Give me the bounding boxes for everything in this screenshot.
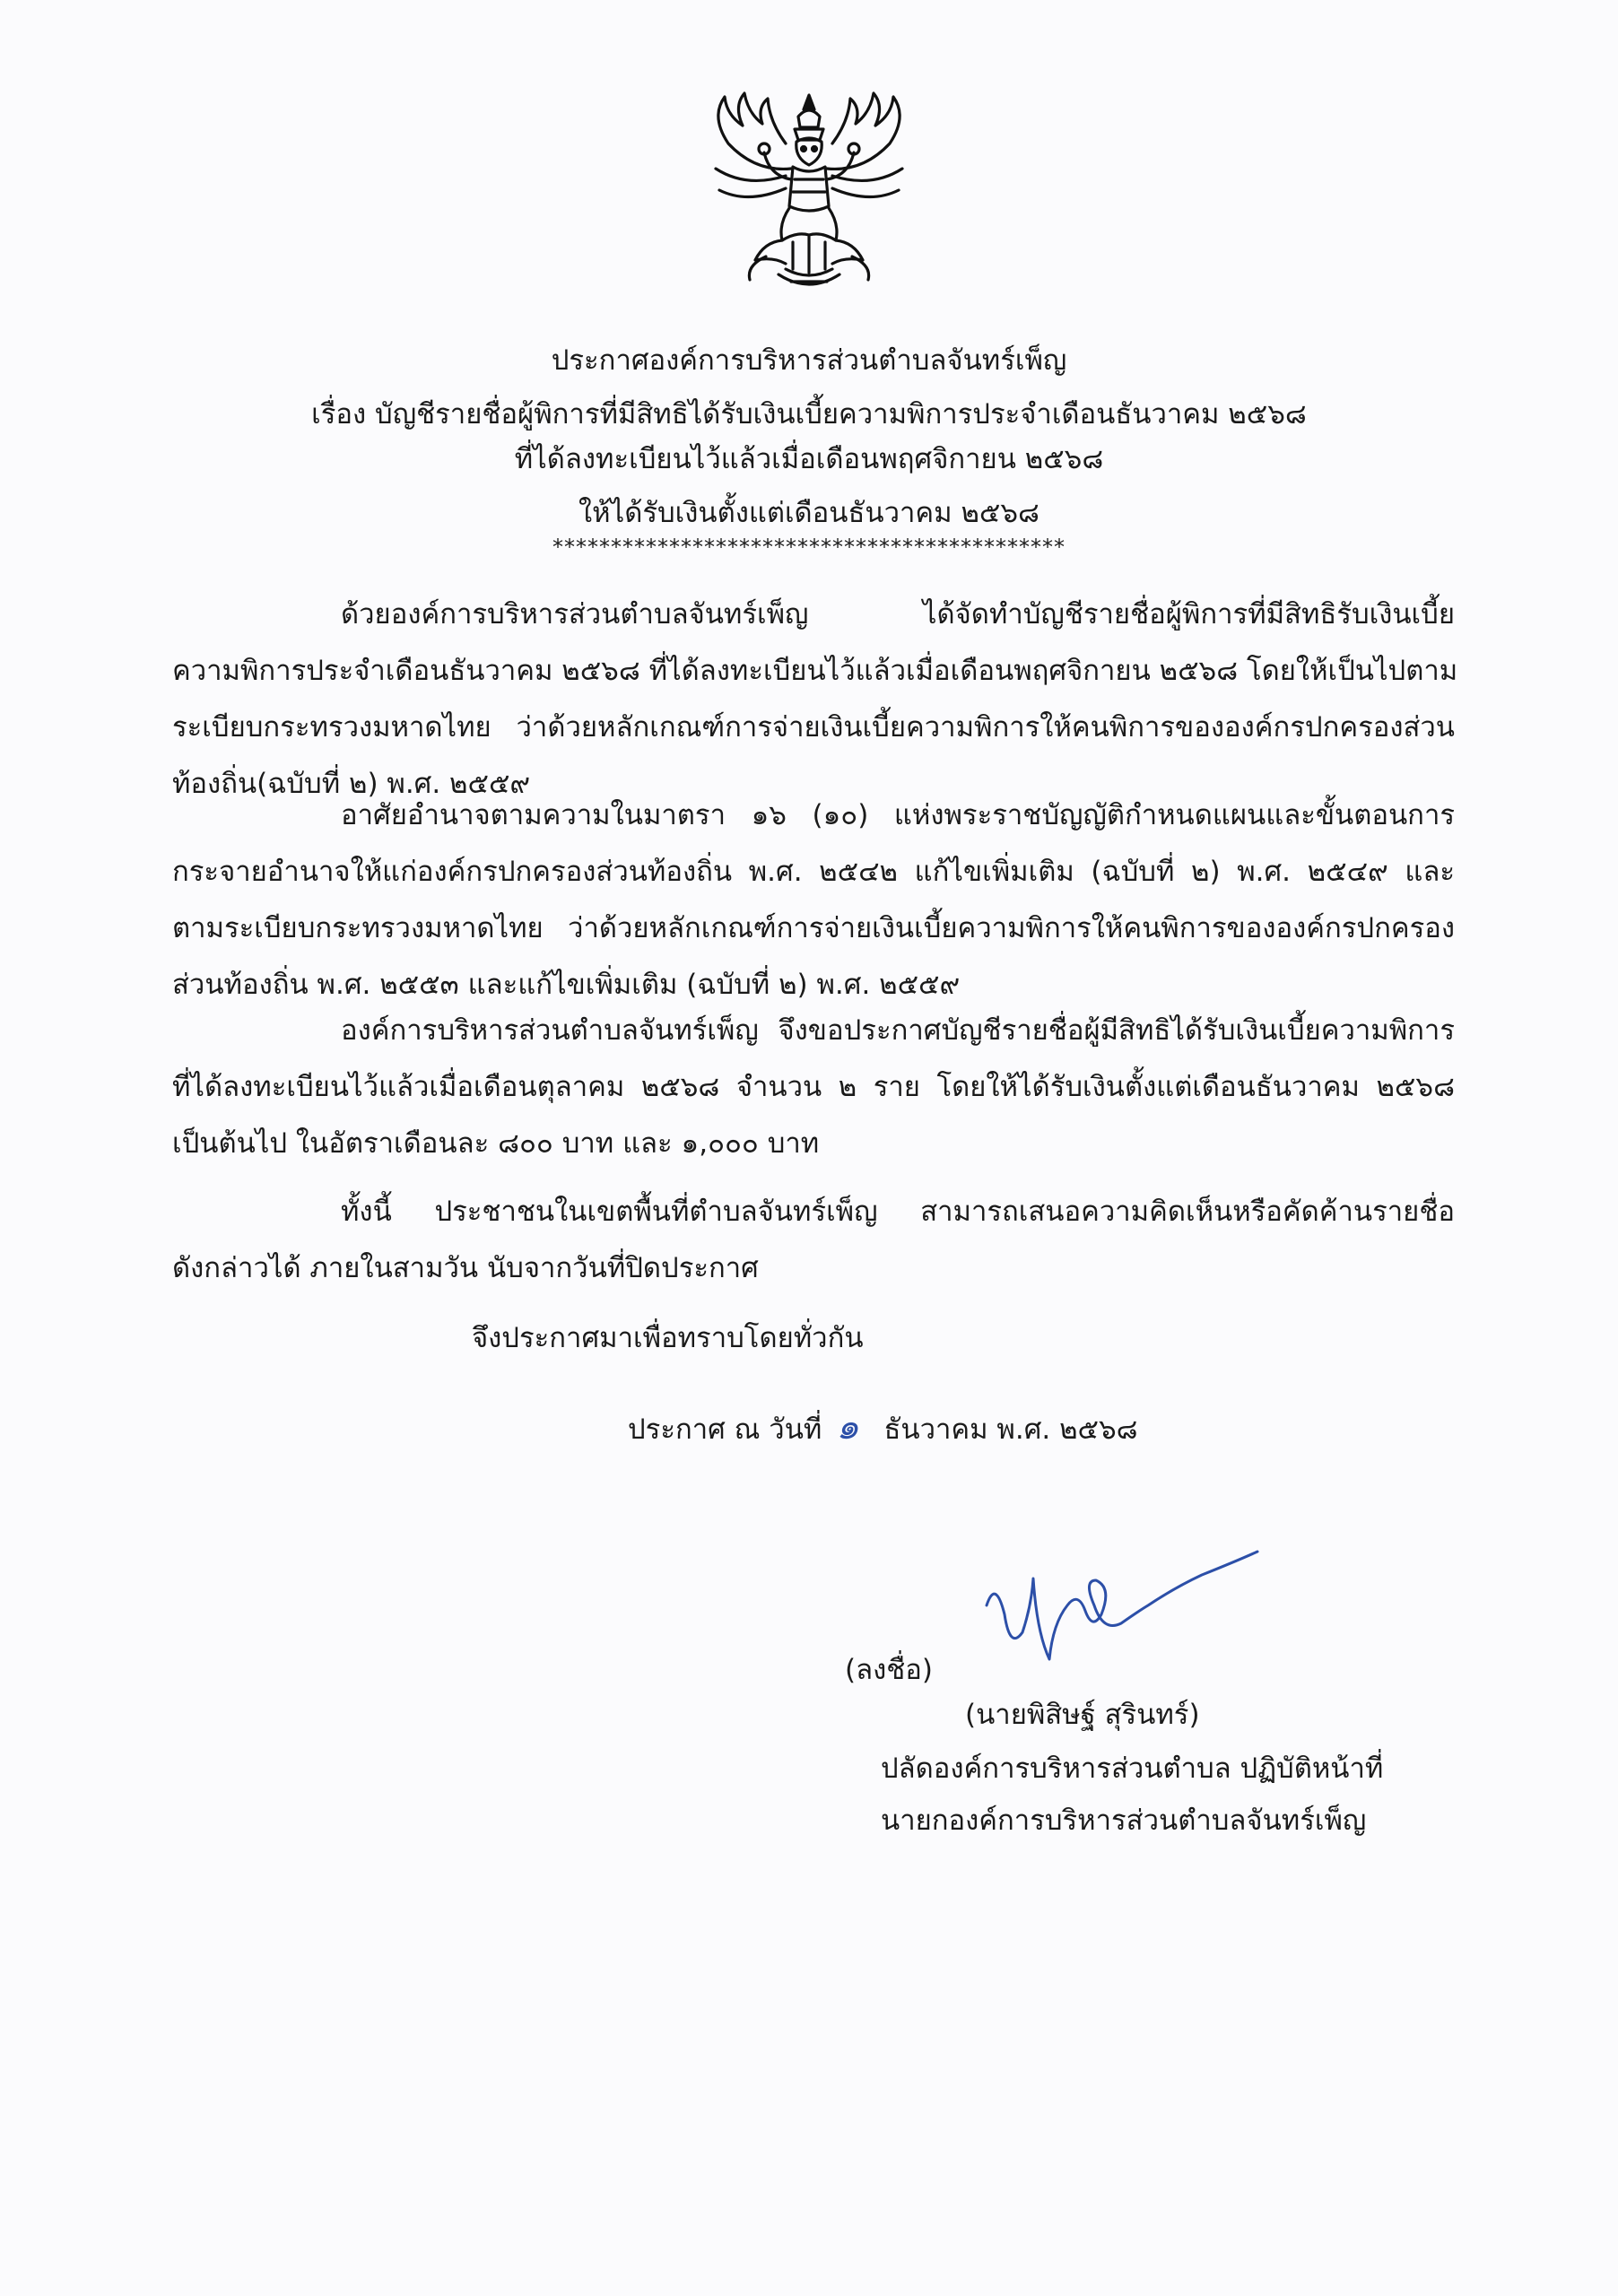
- paragraph-line: อาศัยอำนาจตามความในมาตรา ๑๖ (๑๐) แห่งพระราชบัญญัติกำหนดแผนและขั้นตอนการ: [341, 799, 1455, 831]
- paragraph-line: ที่ได้ลงทะเบียนไว้แล้วเมื่อเดือนตุลาคม ๒๕๖๘ จำนวน ๒ ราย โดยให้ได้รับเงินตั้งแต่เดือนธันวาคม ๒๕๖๘: [172, 1071, 1455, 1103]
- paragraph-1: [172, 587, 1458, 813]
- signer-position: ปลัดองค์การบริหารส่วนตำบล ปฏิบัติหน้าที่: [881, 1752, 1384, 1785]
- paragraph-line: ตามระเบียบกระทรวงมหาดไทย ว่าด้วยหลักเกณฑ์การจ่ายเงินเบี้ยความพิการให้คนพิการขององค์กรปกครอง: [172, 912, 1455, 944]
- paragraph-line: กระจายอำนาจให้แก่องค์กรปกครองส่วนท้องถิ่น พ.ศ. ๒๕๔๒ แก้ไขเพิ่มเติม (ฉบับที่ ๒) พ.ศ. ๒๕๔๙ และ: [172, 856, 1455, 888]
- subject-line: เรื่อง บัญชีรายชื่อผู้พิการที่มีสิทธิได้รับเงินเบี้ยความพิการประจำเดือนธันวาคม ๒๕๖๘: [311, 398, 1307, 430]
- subject-line-3: ให้ได้รับเงินตั้งแต่เดือนธันวาคม ๒๕๖๘: [578, 497, 1040, 529]
- paragraph-4: [172, 1184, 1455, 1297]
- date-day-handwritten: ๑: [836, 1406, 859, 1448]
- paragraph-3: [172, 1003, 1455, 1172]
- paragraph-2: [172, 787, 1455, 1013]
- date-prefix: ประกาศ ณ วันที่: [628, 1413, 822, 1446]
- closing-line: จึงประกาศมาเพื่อทราบโดยทั่วกัน: [472, 1322, 864, 1354]
- divider: ********************************************: [552, 535, 1066, 560]
- paragraph-line: ระเบียบกระทรวงมหาดไทย ว่าด้วยหลักเกณฑ์การจ่ายเงินเบี้ยความพิการให้คนพิการขององค์กรปกครองส่วน: [172, 711, 1455, 744]
- signature-label: (ลงชื่อ): [845, 1654, 933, 1686]
- date-suffix: ธันวาคม พ.ศ. ๒๕๖๘: [883, 1413, 1138, 1446]
- handwritten-signature: [978, 1525, 1274, 1677]
- paragraph-line: ด้วยองค์การบริหารส่วนตำบลจันทร์เพ็ญ ได้จัดทำบัญชีรายชื่อผู้พิการที่มีสิทธิรับเงินเบี้ย: [341, 598, 1455, 631]
- signer-position-2: นายกองค์การบริหารส่วนตำบลจันทร์เพ็ญ: [881, 1805, 1367, 1837]
- garuda-emblem-icon: [692, 90, 926, 294]
- paragraph-line: ดังกล่าวได้ ภายในสามวัน นับจากวันที่ปิดประกาศ: [172, 1252, 759, 1284]
- paragraph-line: องค์การบริหารส่วนตำบลจันทร์เพ็ญ จึงขอประกาศบัญชีรายชื่อผู้มีสิทธิได้รับเงินเบี้ยความพิการ: [341, 1014, 1455, 1047]
- paragraph-line: ความพิการประจำเดือนธันวาคม ๒๕๖๘ ที่ได้ลงทะเบียนไว้แล้วเมื่อเดือนพฤศจิกายน ๒๕๖๘ โดยให้เป็นไปตาม: [172, 655, 1458, 687]
- announcement-title: ประกาศองค์การบริหารส่วนตำบลจันทร์เพ็ญ: [551, 344, 1067, 377]
- paragraph-line: ทั้งนี้ ประชาชนในเขตพื้นที่ตำบลจันทร์เพ็ญ สามารถเสนอความคิดเห็นหรือคัดค้านรายชื่อ: [341, 1196, 1455, 1228]
- announce-date: [628, 1397, 1138, 1455]
- subject-line-2: ที่ได้ลงทะเบียนไว้แล้วเมื่อเดือนพฤศจิกายน ๒๕๖๘: [514, 443, 1104, 475]
- signer-name: (นายพิสิษฐ์ สุรินทร์): [965, 1699, 1200, 1731]
- paragraph-line: ส่วนท้องถิ่น พ.ศ. ๒๕๕๓ และแก้ไขเพิ่มเติม (ฉบับที่ ๒) พ.ศ. ๒๕๕๙: [172, 969, 961, 1001]
- paragraph-line: ท้องถิ่น(ฉบับที่ ๒) พ.ศ. ๒๕๕๙: [172, 768, 531, 800]
- paragraph-line: เป็นต้นไป ในอัตราเดือนละ ๘๐๐ บาท และ ๑,๐๐๐ บาท: [172, 1127, 820, 1160]
